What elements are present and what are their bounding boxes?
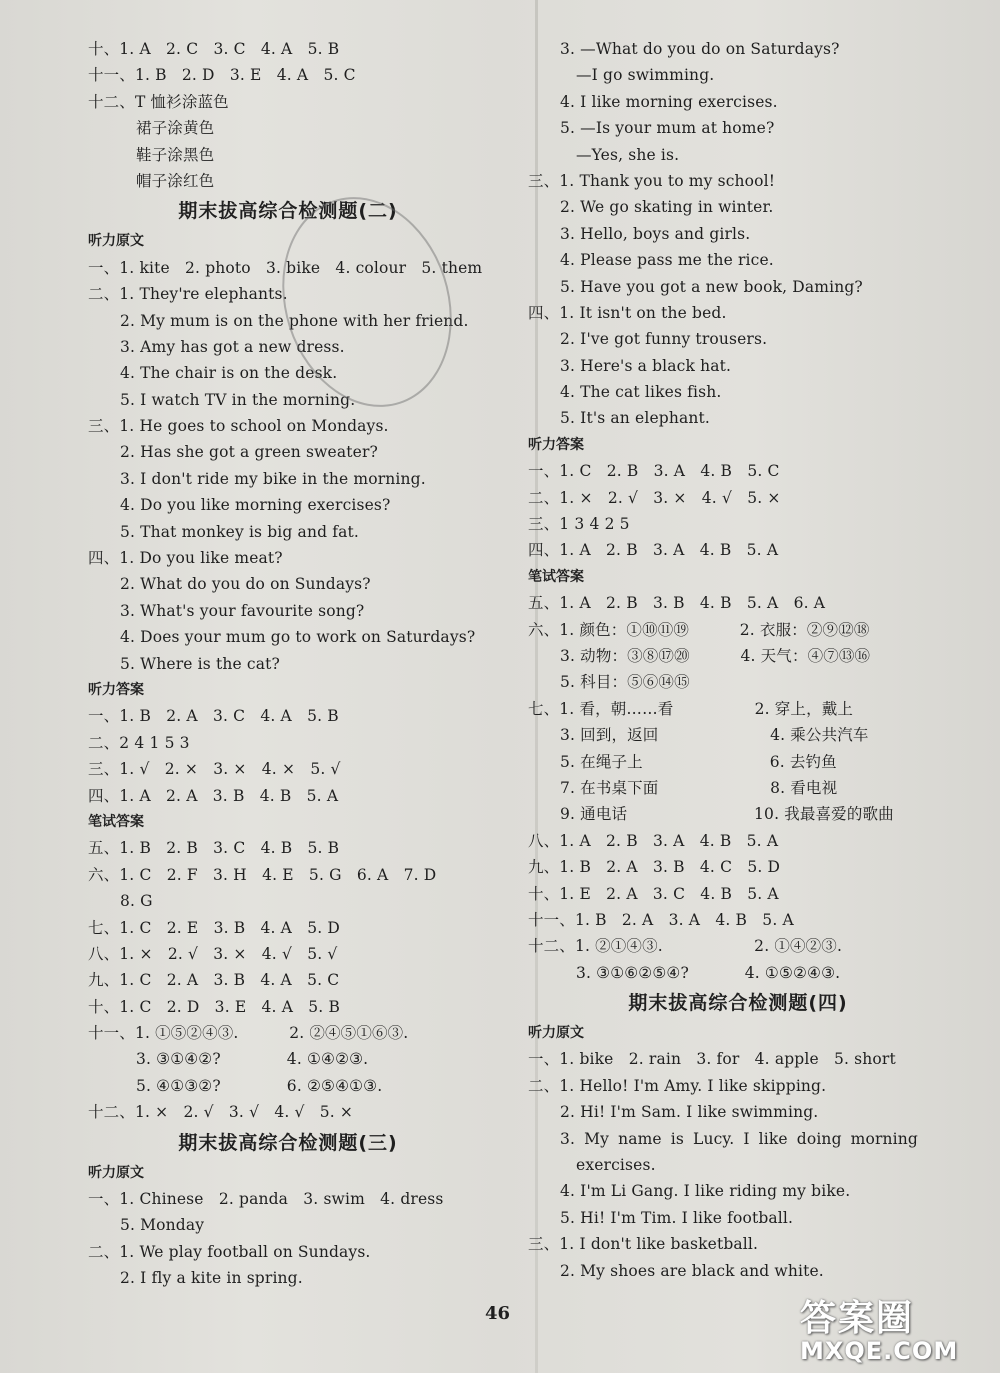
answer-line: 5. Monday <box>120 1216 205 1235</box>
answer-line: —I go swimming. <box>576 66 715 85</box>
answer-line: 5. —Is your mum at home? <box>560 119 775 138</box>
answer-line: 3. ③①④②? 4. ①④②③. <box>136 1050 369 1069</box>
answer-line: —Yes, she is. <box>576 145 680 164</box>
answer-line: 二、1. They're elephants. <box>88 285 288 304</box>
answer-line: 五、1. B 2. B 3. C 4. B 5. B <box>88 839 340 858</box>
answer-line: 二、1. We play football on Sundays. <box>88 1242 371 1261</box>
answer-line: 三、1. He goes to school on Mondays. <box>88 417 389 436</box>
answer-line: 六、1. C 2. F 3. H 4. E 5. G 6. A 7. D <box>88 865 437 884</box>
answer-line: 十二、1. ②①④③. 2. ①④②③. <box>528 937 843 956</box>
answer-line: 2. We go skating in winter. <box>560 198 774 217</box>
answer-line: 十一、1. B 2. A 3. A 4. B 5. A <box>528 910 794 929</box>
answer-line: 5. I watch TV in the morning. <box>120 390 356 409</box>
answer-line: 一、1. bike 2. rain 3. for 4. apple 5. short <box>528 1050 896 1069</box>
answer-line: 3. Hello, boys and girls. <box>560 224 751 243</box>
answer-line: 七、1. 看，朝……看 2. 穿上，戴上 <box>528 699 854 718</box>
answer-line: 4. Does your mum go to work on Saturdays? <box>120 628 476 647</box>
answer-line: 3. 动物：③⑧⑰⑳ 4. 天气：④⑦⑬⑯ <box>560 646 871 665</box>
answer-line: 7. 在书桌下面 8. 看电视 <box>560 778 838 797</box>
answer-line: 二、1. Hello! I'm Amy. I like skipping. <box>528 1076 827 1095</box>
answer-line: 六、1. 颜色：①⑩⑪⑲ 2. 衣服：②⑨⑫⑱ <box>528 620 870 639</box>
subsection-label: 听力答案 <box>528 436 584 453</box>
answer-line: 3. Here's a black hat. <box>560 356 732 375</box>
answer-line: 九、1. B 2. A 3. B 4. C 5. D <box>528 858 781 877</box>
answer-line: 5. ④①③②? 6. ②⑤④①③. <box>136 1076 383 1095</box>
answer-line: 一、1. B 2. A 3. C 4. A 5. B <box>88 707 339 726</box>
answer-line: 一、1. Chinese 2. panda 3. swim 4. dress <box>88 1190 444 1209</box>
answer-line: 3. Amy has got a new dress. <box>120 337 345 356</box>
answer-line: 裙子涂黄色 <box>136 119 215 138</box>
answer-line: 四、1. It isn't on the bed. <box>528 303 727 322</box>
answer-line: exercises. <box>576 1156 656 1175</box>
answer-line: 2. My mum is on the phone with her friend. <box>120 311 469 330</box>
answer-line: 四、1. A 2. B 3. A 4. B 5. A <box>528 541 779 560</box>
answer-line: 三、1. Thank you to my school! <box>528 171 776 190</box>
answer-line: 十二、T 恤衫涂蓝色 <box>88 92 229 111</box>
answer-line: 2. I fly a kite in spring. <box>120 1269 303 1288</box>
subsection-label: 听力原文 <box>528 1025 584 1042</box>
answer-line: 4. Do you like morning exercises? <box>120 496 391 515</box>
subsection-label: 听力答案 <box>88 681 144 698</box>
answer-line: 七、1. C 2. E 3. B 4. A 5. D <box>88 918 340 937</box>
section-heading: 期末拔高综合检测题(三) <box>178 1131 398 1154</box>
answer-line: 2. I've got funny trousers. <box>560 330 768 349</box>
answer-line: 4. I'm Li Gang. I like riding my bike. <box>560 1182 851 1201</box>
answer-line: 4. The cat likes fish. <box>560 383 722 402</box>
section-heading: 期末拔高综合检测题(二) <box>178 200 398 223</box>
answer-line: 5. Hi! I'm Tim. I like football. <box>560 1208 794 1227</box>
answer-line: 3. ③①⑥②⑤④? 4. ①⑤②④③. <box>576 963 841 982</box>
left-column <box>88 36 488 1292</box>
answer-line: 帽子涂红色 <box>136 171 215 190</box>
right-column <box>528 36 948 1284</box>
answer-line: 5. It's an elephant. <box>560 409 710 428</box>
site-watermark <box>800 1290 995 1370</box>
answer-line: 5. That monkey is big and fat. <box>120 522 359 541</box>
answer-line: 2. Has she got a green sweater? <box>120 443 378 462</box>
answer-line: 2. Hi! I'm Sam. I like swimming. <box>560 1103 819 1122</box>
answer-line: 十、1. C 2. D 3. E 4. A 5. B <box>88 997 340 1016</box>
watermark-url: MXQE.COM <box>800 1337 959 1365</box>
section-heading: 期末拔高综合检测题(四) <box>628 992 848 1015</box>
watermark-logo-text: 答案圈 <box>800 1298 915 1339</box>
answer-line: 4. I like morning exercises. <box>560 92 778 111</box>
answer-line: 十二、1. × 2. √ 3. √ 4. √ 5. × <box>88 1103 354 1122</box>
answer-line: 3. My name is Lucy. I like doing morning <box>560 1129 918 1148</box>
answer-line: 十一、1. B 2. D 3. E 4. A 5. C <box>88 66 356 85</box>
answer-line: 3. What's your favourite song? <box>120 601 365 620</box>
answer-line: 三、1. √ 2. × 3. × 4. × 5. √ <box>88 760 341 779</box>
answer-line: 十、1. E 2. A 3. C 4. B 5. A <box>528 884 779 903</box>
answer-line: 三、1 3 4 2 5 <box>528 515 630 534</box>
answer-line: 三、1. I don't like basketball. <box>528 1235 759 1254</box>
subsection-label: 听力原文 <box>88 1164 144 1181</box>
answer-line: 五、1. A 2. B 3. B 4. B 5. A 6. A <box>528 594 826 613</box>
answer-line: 一、1. kite 2. photo 3. bike 4. colour 5. them <box>88 258 483 277</box>
answer-line: 4. Please pass me the rice. <box>560 251 774 270</box>
answer-line: 3. 回到，返回 4. 乘公共汽车 <box>560 726 869 745</box>
page-number: 46 <box>485 1303 511 1324</box>
answer-line: 5. 在绳子上 6. 去钓鱼 <box>560 752 837 771</box>
answer-line: 2. My shoes are black and white. <box>560 1261 824 1280</box>
answer-line: 8. G <box>120 892 153 911</box>
answer-line: 四、1. Do you like meat? <box>88 549 283 568</box>
subsection-label: 笔试答案 <box>88 813 144 830</box>
subsection-label: 听力原文 <box>88 233 144 250</box>
answer-line: 二、1. × 2. √ 3. × 4. √ 5. × <box>528 488 781 507</box>
answer-line: 二、2 4 1 5 3 <box>88 733 190 752</box>
answer-line: 九、1. C 2. A 3. B 4. A 5. C <box>88 971 340 990</box>
answer-line: 鞋子涂黑色 <box>136 145 215 164</box>
answer-line: 3. I don't ride my bike in the morning. <box>120 469 426 488</box>
answer-line: 2. What do you do on Sundays? <box>120 575 371 594</box>
answer-line: 9. 通电话 10. 我最喜爱的歌曲 <box>560 805 894 824</box>
answer-line: 5. Where is the cat? <box>120 654 280 673</box>
answer-line: 3. —What do you do on Saturdays? <box>560 40 840 58</box>
answer-line: 十、1. A 2. C 3. C 4. A 5. B <box>88 40 340 58</box>
answer-line: 4. The chair is on the desk. <box>120 364 338 383</box>
answer-line: 八、1. A 2. B 3. A 4. B 5. A <box>528 831 779 850</box>
answer-line: 四、1. A 2. A 3. B 4. B 5. A <box>88 786 339 805</box>
answer-line: 十一、1. ①⑤②④③. 2. ②④⑤①⑥③. <box>88 1024 409 1043</box>
answer-line: 一、1. C 2. B 3. A 4. B 5. C <box>528 462 780 481</box>
subsection-label: 笔试答案 <box>528 568 584 585</box>
answer-line: 八、1. × 2. √ 3. × 4. √ 5. √ <box>88 944 338 963</box>
answer-line: 5. Have you got a new book, Daming? <box>560 277 863 296</box>
answer-line: 5. 科目：⑤⑥⑭⑮ <box>560 673 690 692</box>
